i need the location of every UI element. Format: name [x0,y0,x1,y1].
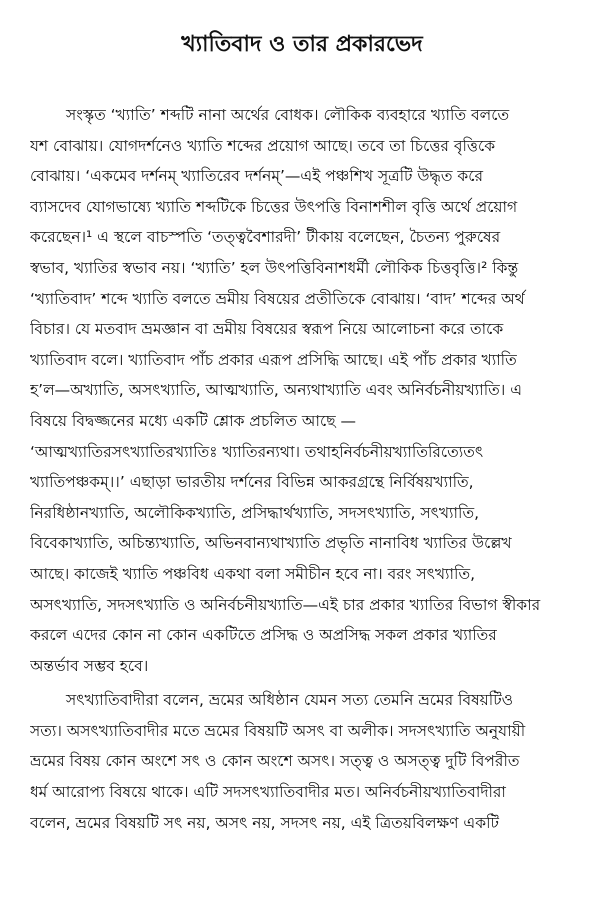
text-line: বিচার। যে মতবাদ ভ্রমজ্ঞান বা ভ্রমীয় বিষয়ের স্বরূপ নিয়ে আলোচনা করে তাকে [30,320,504,339]
text-line: বোঝায়। ‘একমেব দর্শনম্ খ্যাতিরেব দর্শনম্’—এই পঞ্চশিখ সূত্রটি উদ্ধৃত করে [30,167,484,186]
text-line: বিবেকাখ্যাতি, অচিন্ত্যখ্যাতি, অভিনবান্যথাখ্যাতি প্রভৃতি নানাবিধ খ্যাতির উল্লেখ [30,534,512,553]
text-line: নিরধিষ্ঠানখ্যাতি, অলৌকিকখ্যাতি, প্রসিদ্ধার্থখ্যাতি, সদসৎখ্যাতি, সৎখ্যাতি, [30,503,480,522]
text-line: ধর্ম আরোপ্য বিষয়ে থাকে। এটি সদসৎখ্যাতিবাদীর মত। অনির্বচনীয়খ্যাতিবাদীরা [30,783,506,802]
text-line: স্বভাব, খ্যাতির স্বভাব নয়। ‘খ্যাতি’ হল উৎপত্তিবিনাশধর্মী লৌকিক চিত্তবৃত্তি।² কিন্তু [30,258,519,277]
text-line: সত্য। অসৎখ্যাতিবাদীর মতে ভ্রমের বিষয়টি অসৎ বা অলীক। সদসৎখ্যাতি অনুযায়ী [30,721,526,740]
text-line: অন্তর্ভাব সম্ভব হবে। [30,656,149,675]
text-line: সৎখ্যাতিবাদীরা বলেন, ভ্রমের অধিষ্ঠান যেমন সত্য তেমনি ভ্রমের বিষয়টিও [66,691,514,710]
text-line: খ্যাতিপঞ্চকম্।।’ এছাড়া ভারতীয় দর্শনের বিভিন্ন আকরগ্রন্থে নির্বিষয়খ্যাতি, [30,473,474,492]
text-line: করলে এদের কোন না কোন একটিতে প্রসিদ্ধ ও অপ্রসিদ্ধ সকল প্রকার খ্যাতির [30,626,497,645]
text-line: ‘আত্মখ্যাতিরসৎখ্যাতিরখ্যাতিঃ খ্যাতিরন্যথা। তথাহনির্বচনীয়খ্যাতিরিত্যেতৎ [30,442,484,461]
page-title: খ্যাতিবাদ ও তার প্রকারভেদ [181,32,423,57]
text-line: অসৎখ্যাতি, সদসৎখ্যাতি ও অনির্বচনীয়খ্যাতি—এই চার প্রকার খ্যাতির বিভাগ স্বীকার [30,595,541,614]
text-line: ‘খ্যাতিবাদ’ শব্দে খ্যাতি বলতে ভ্রমীয় বিষয়ের প্রতীতিকে বোঝায়। ‘বাদ’ শব্দের অর্থ [30,289,525,308]
text-line: সংস্কৃত ‘খ্যাতি’ শব্দটি নানা অর্থের বোধক। লৌকিক ব্যবহারে খ্যাতি বলতে [66,106,510,124]
text-line: ব্যাসদেব যোগভাষ্যে খ্যাতি শব্দটিকে চিত্তের উৎপত্তি বিনাশশীল বৃত্তি অর্থে প্রয়োগ [30,197,518,216]
text-line: খ্যাতিবাদ বলে। খ্যাতিবাদ পাঁচ প্রকার এরূপ প্রসিদ্ধি আছে। এই পাঁচ প্রকার খ্যাতি [30,350,517,369]
paragraph-satkhyati [30,685,574,838]
text-line: বলেন, ভ্রমের বিষয়টি সৎ নয়, অসৎ নয়, সদসৎ নয়, এই ত্রিতয়বিলক্ষণ একটি [30,813,499,832]
paragraph-khyativada-intro [30,100,574,681]
text-line: ভ্রমের বিষয় কোন অংশে সৎ ও কোন অংশে অসৎ। সত্ত্ব ও অসত্ত্ব দুটি বিপরীত [30,752,520,771]
text-line: আছে। কাজেই খ্যাতি পঞ্চবিধ একথা বলা সমীচীন হবে না। বরং সৎখ্যাতি, [30,564,476,583]
text-line: করেছেন।¹ এ স্থলে বাচস্পতি ‘তত্ত্ববৈশারদী’ টীকায় বলেছেন, চৈতন্য পুরুষের [30,228,501,247]
text-line: বিষয়ে বিদ্বজ্জনের মধ্যে একটি শ্লোক প্রচলিত আছে — [30,411,357,430]
text-line: হ’ল—অখ্যাতি, অসৎখ্যাতি, আত্মখ্যাতি, অন্যথাখ্যাতি এবং অনির্বচনীয়খ্যাতি। এ [30,381,523,400]
text-line: যশ বোঝায়। যোগদর্শনেও খ্যাতি শব্দের প্রয়োগ আছে। তবে তা চিত্তের বৃত্তিকে [30,136,496,155]
